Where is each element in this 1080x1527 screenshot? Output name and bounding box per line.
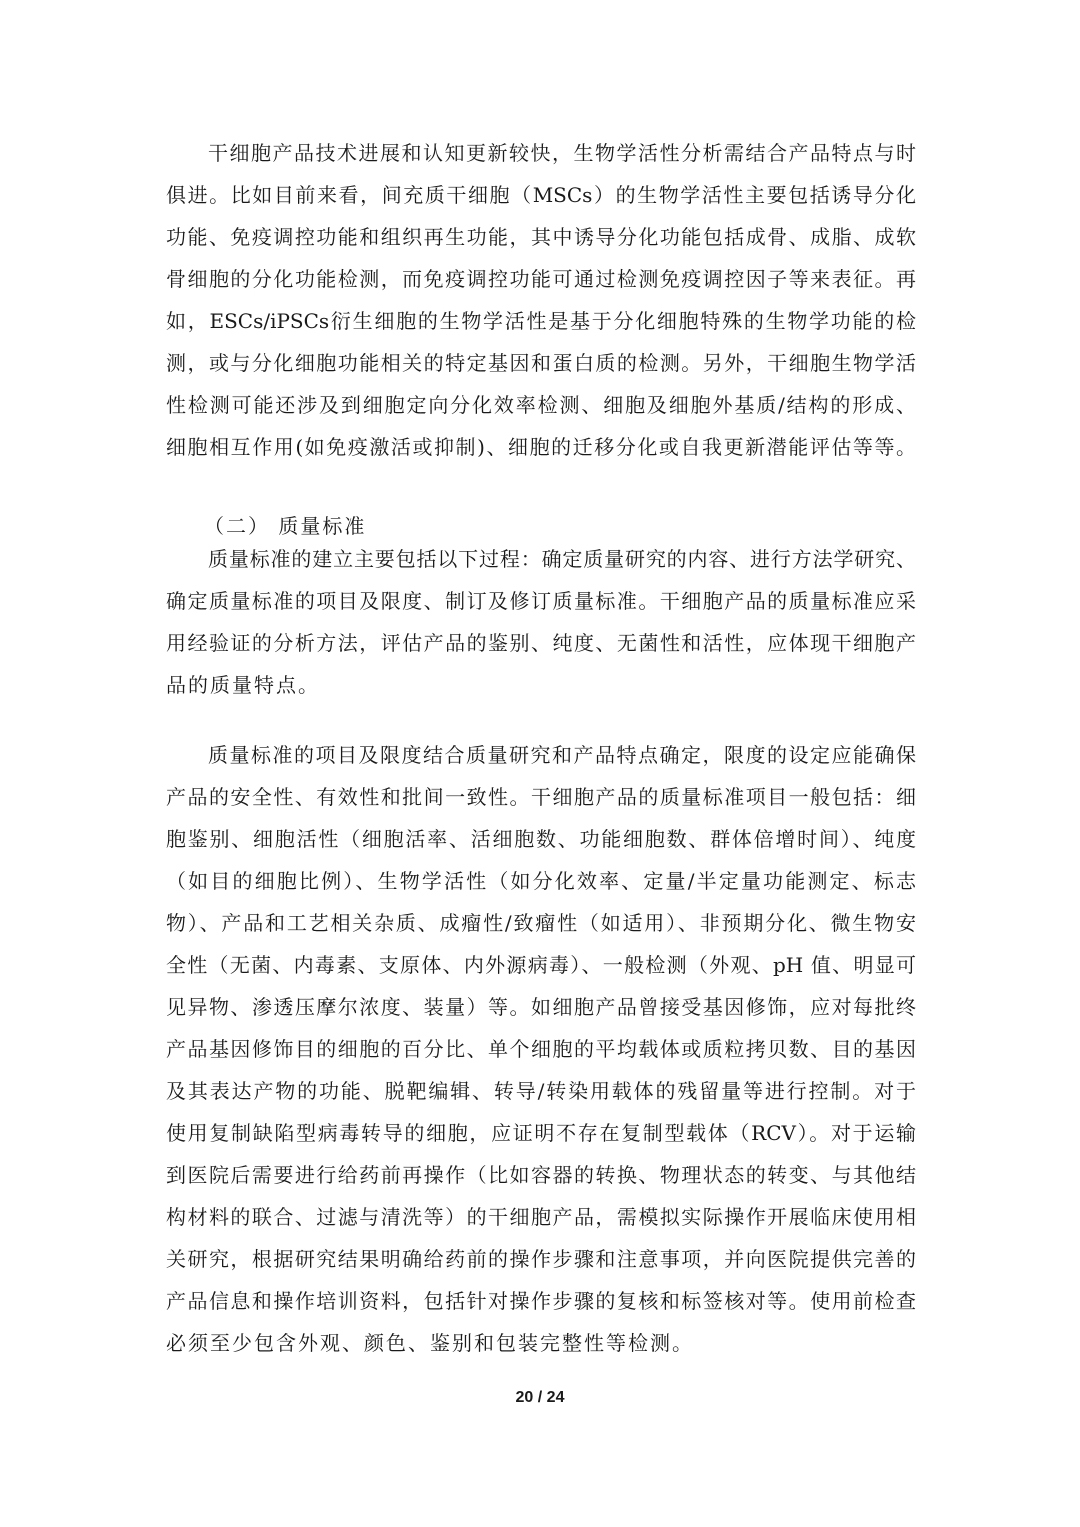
paragraph-line: 性检测可能还涉及到细胞定向分化效率检测、细胞及细胞外基质/结构的形成、 xyxy=(166,393,916,417)
paragraph-line: 质量标准的建立主要包括以下过程：确定质量研究的内容、进行方法学研究、 xyxy=(208,547,916,571)
paragraph-line: （如目的细胞比例）、生物学活性（如分化效率、定量/半定量功能测定、标志 xyxy=(166,869,916,893)
paragraph-line: 质量标准的项目及限度结合质量研究和产品特点确定，限度的设定应能确保 xyxy=(208,743,916,767)
paragraph-line: 功能、免疫调控功能和组织再生功能，其中诱导分化功能包括成骨、成脂、成软 xyxy=(166,225,916,249)
paragraph-line: 俱进。比如目前来看，间充质干细胞（MSCs）的生物学活性主要包括诱导分化 xyxy=(166,183,916,207)
paragraph-line: 产品信息和操作培训资料，包括针对操作步骤的复核和标签核对等。使用前检查 xyxy=(166,1289,916,1313)
section-heading: （二） 质量标准 xyxy=(204,514,367,538)
paragraph-line: 产品的安全性、有效性和批间一致性。干细胞产品的质量标准项目一般包括：细 xyxy=(166,785,916,809)
paragraph-line: 胞鉴别、细胞活性（细胞活率、活细胞数、功能细胞数、群体倍增时间）、纯度 xyxy=(166,827,916,851)
paragraph-line: 骨细胞的分化功能检测，而免疫调控功能可通过检测免疫调控因子等来表征。再 xyxy=(166,267,916,291)
paragraph-line: 全性（无菌、内毒素、支原体、内外源病毒）、一般检测（外观、pH 值、明显可 xyxy=(166,953,916,977)
paragraph-line: 必须至少包含外观、颜色、鉴别和包装完整性等检测。 xyxy=(166,1331,694,1355)
paragraph-line: 用经验证的分析方法，评估产品的鉴别、纯度、无菌性和活性，应体现干细胞产 xyxy=(166,631,916,655)
paragraph-line: 及其表达产物的功能、脱靶编辑、转导/转染用载体的残留量等进行控制。对于 xyxy=(166,1079,916,1103)
paragraph-line: 如，ESCs/iPSCs衍生细胞的生物学活性是基于分化细胞特殊的生物学功能的检 xyxy=(166,309,916,333)
paragraph-line: 见异物、渗透压摩尔浓度、装量）等。如细胞产品曾接受基因修饰，应对每批终 xyxy=(166,995,916,1019)
paragraph-line: 干细胞产品技术进展和认知更新较快，生物学活性分析需结合产品特点与时 xyxy=(208,141,916,165)
paragraph-line: 测，或与分化细胞功能相关的特定基因和蛋白质的检测。另外，干细胞生物学活 xyxy=(166,351,916,375)
page-number: 20 / 24 xyxy=(515,1389,565,1406)
paragraph-line: 构材料的联合、过滤与清洗等）的干细胞产品，需模拟实际操作开展临床使用相 xyxy=(166,1205,916,1229)
paragraph-line: 产品基因修饰目的细胞的百分比、单个细胞的平均载体或质粒拷贝数、目的基因 xyxy=(166,1037,916,1061)
paragraph-line: 细胞相互作用(如免疫激活或抑制)、细胞的迁移分化或自我更新潜能评估等等。 xyxy=(166,435,916,459)
paragraph-line: 确定质量标准的项目及限度、制订及修订质量标准。干细胞产品的质量标准应采 xyxy=(166,589,916,613)
paragraph-line: 使用复制缺陷型病毒转导的细胞，应证明不存在复制型载体（RCV）。对于运输 xyxy=(166,1121,916,1145)
paragraph-line: 到医院后需要进行给药前再操作（比如容器的转换、物理状态的转变、与其他结 xyxy=(166,1163,916,1187)
paragraph-line: 关研究，根据研究结果明确给药前的操作步骤和注意事项，并向医院提供完善的 xyxy=(166,1247,916,1271)
paragraph-line: 物）、产品和工艺相关杂质、成瘤性/致瘤性（如适用）、非预期分化、微生物安 xyxy=(166,911,916,935)
paragraph-line: 品的质量特点。 xyxy=(166,673,320,697)
